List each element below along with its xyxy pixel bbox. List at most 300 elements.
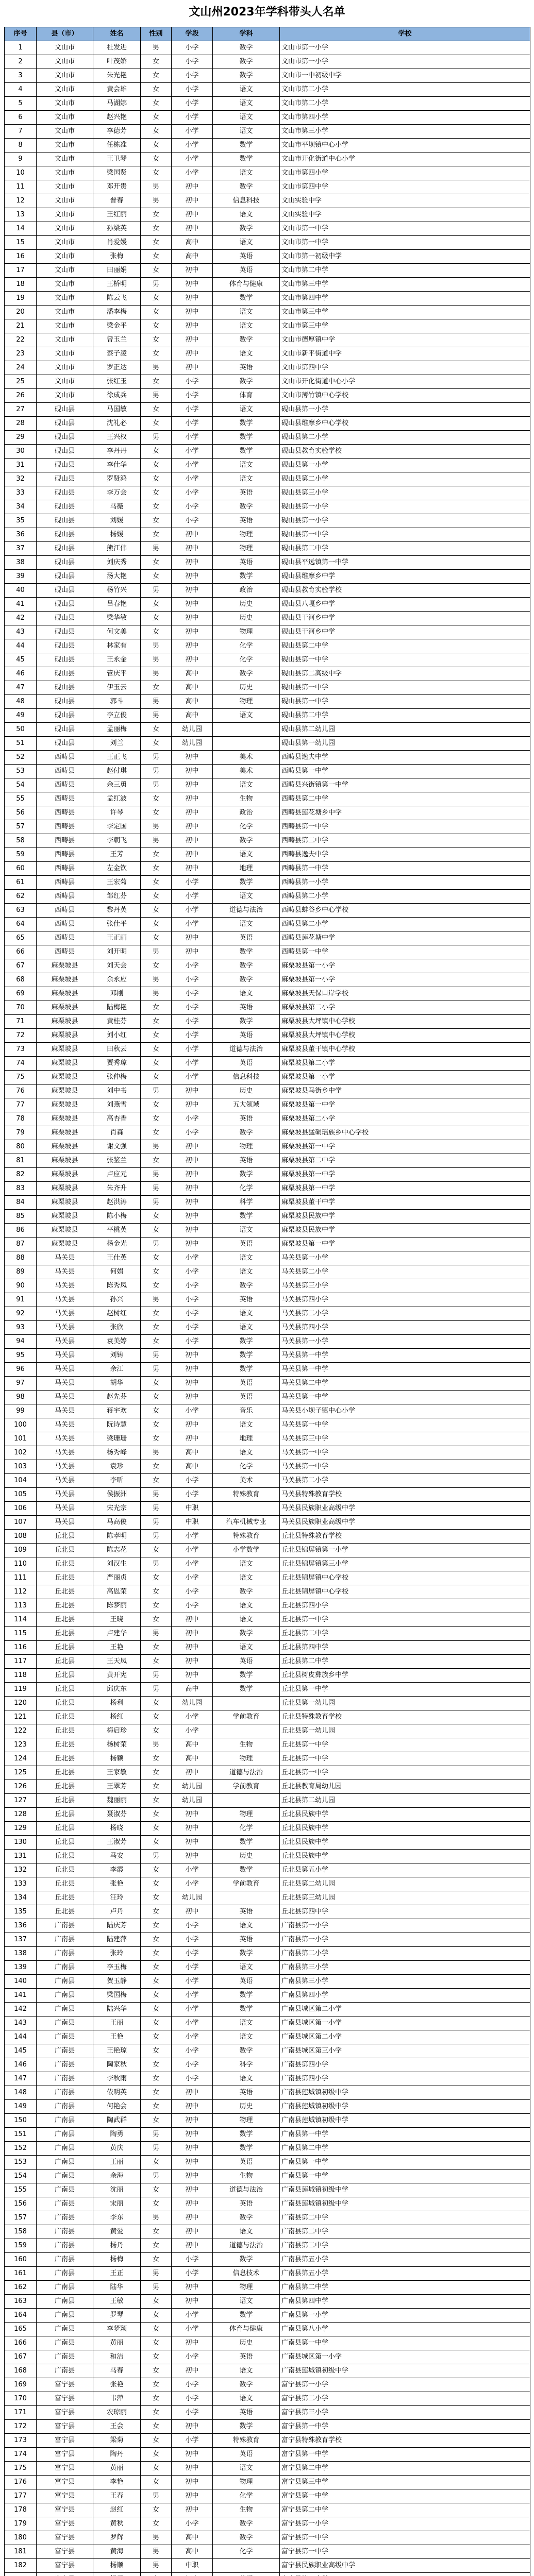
cell-county: 西畴县 xyxy=(37,862,93,876)
cell-name: 吕春艳 xyxy=(93,598,141,612)
cell-name: 王正飞 xyxy=(93,751,141,765)
cell-school: 西畴县莲花塘乡中学 xyxy=(280,806,530,820)
cell-school: 广南县第八小学 xyxy=(280,2323,530,2336)
cell-stage: 初中 xyxy=(172,625,213,639)
cell-school: 西畴县莲花塘中学 xyxy=(280,931,530,945)
cell-name: 王春 xyxy=(93,2489,141,2503)
cell-index: 69 xyxy=(5,987,37,1001)
cell-county: 广南县 xyxy=(37,1947,93,1961)
table-row xyxy=(5,1752,530,1766)
cell-county: 马关县 xyxy=(37,1460,93,1474)
cell-name: 李玉梅 xyxy=(93,1961,141,1975)
cell-county: 广南县 xyxy=(37,1989,93,2003)
cell-index: 97 xyxy=(5,1377,37,1391)
cell-school: 麻栗坡县第一中学 xyxy=(280,1098,530,1112)
cell-name: 何文美 xyxy=(93,625,141,639)
cell-stage: 初中 xyxy=(172,180,213,194)
table-row xyxy=(5,1655,530,1669)
cell-school: 丘北县特殊教育学校 xyxy=(280,1710,530,1724)
cell-index: 92 xyxy=(5,1307,37,1321)
cell-index: 73 xyxy=(5,1043,37,1057)
cell-index: 182 xyxy=(5,2559,37,2573)
cell-gender: 女 xyxy=(141,1836,172,1850)
table-row xyxy=(5,306,530,319)
cell-name: 马春 xyxy=(93,2364,141,2378)
cell-name: 黄丽 xyxy=(93,2336,141,2350)
cell-subject: 数学 xyxy=(213,1210,280,1224)
cell-gender: 女 xyxy=(141,2517,172,2531)
cell-school: 广南县第二中学 xyxy=(280,2281,530,2295)
cell-gender: 男 xyxy=(141,973,172,987)
cell-gender: 女 xyxy=(141,1919,172,1933)
cell-county: 砚山县 xyxy=(37,723,93,737)
cell-gender: 女 xyxy=(141,1863,172,1877)
cell-index: 96 xyxy=(5,1363,37,1377)
table-row xyxy=(5,2295,530,2309)
cell-index: 75 xyxy=(5,1071,37,1084)
cell-school: 砚山县第二高级中学 xyxy=(280,667,530,681)
cell-name: 罗贤鸿 xyxy=(93,472,141,486)
cell-gender: 女 xyxy=(141,1794,172,1808)
cell-gender: 女 xyxy=(141,1989,172,2003)
cell-school: 西畴县兴街镇第一中学 xyxy=(280,778,530,792)
cell-index: 2 xyxy=(5,55,37,69)
cell-index: 139 xyxy=(5,1961,37,1975)
cell-stage: 初中 xyxy=(172,306,213,319)
cell-gender: 男 xyxy=(141,1530,172,1544)
cell-county: 西畴县 xyxy=(37,765,93,778)
cell-gender: 女 xyxy=(141,2183,172,2197)
cell-county: 马关县 xyxy=(37,1502,93,1516)
cell-school: 富宁县第三中学 xyxy=(280,2476,530,2489)
cell-name: 梅启珍 xyxy=(93,1724,141,1738)
cell-stage xyxy=(172,2573,213,2576)
cell-school: 广南县城区第三小学 xyxy=(280,2044,530,2058)
cell-index: 160 xyxy=(5,2253,37,2267)
table-row xyxy=(5,723,530,737)
cell-stage: 初中 xyxy=(172,2489,213,2503)
table-row xyxy=(5,862,530,876)
cell-index: 161 xyxy=(5,2267,37,2281)
cell-gender: 女 xyxy=(141,264,172,278)
table-row xyxy=(5,931,530,945)
cell-name: 黎丹英 xyxy=(93,904,141,918)
cell-subject: 数学 xyxy=(213,945,280,959)
cell-school: 麻栗坡县猛硐瑶族乡中心学校 xyxy=(280,1126,530,1140)
table-row xyxy=(5,347,530,361)
cell-county: 文山市 xyxy=(37,375,93,389)
cell-name: 邓开贵 xyxy=(93,180,141,194)
cell-gender: 女 xyxy=(141,472,172,486)
cell-county: 广南县 xyxy=(37,2030,93,2044)
cell-name: 刘开明 xyxy=(93,945,141,959)
cell-gender: 男 xyxy=(141,695,172,709)
cell-subject: 物理 xyxy=(213,695,280,709)
cell-county: 丘北县 xyxy=(37,1836,93,1850)
cell-subject: 数学 xyxy=(213,2309,280,2323)
table-row xyxy=(5,139,530,152)
cell-county: 广南县 xyxy=(37,2336,93,2350)
cell-subject: 英语 xyxy=(213,2156,280,2170)
cell-school: 西畴县第一小学 xyxy=(280,876,530,890)
cell-gender: 男 xyxy=(141,1349,172,1363)
cell-index: 34 xyxy=(5,500,37,514)
cell-subject: 英语 xyxy=(213,1655,280,1669)
table-row xyxy=(5,2462,530,2476)
cell-subject: 语文 xyxy=(213,111,280,125)
cell-stage: 初中 xyxy=(172,556,213,570)
cell-stage: 初中 xyxy=(172,2170,213,2183)
cell-county: 马关县 xyxy=(37,1377,93,1391)
cell-gender: 男 xyxy=(141,431,172,445)
cell-school: 马关县第一中学 xyxy=(280,1391,530,1404)
cell-name: 陆华 xyxy=(93,2281,141,2295)
cell-stage: 初中 xyxy=(172,528,213,542)
cell-index: 140 xyxy=(5,1975,37,1989)
cell-school: 马关县第一中学 xyxy=(280,1460,530,1474)
cell-stage: 小学 xyxy=(172,1585,213,1599)
cell-name: 王会 xyxy=(93,2420,141,2434)
cell-stage: 小学 xyxy=(172,459,213,472)
cell-county: 马关县 xyxy=(37,1349,93,1363)
cell-stage: 小学 xyxy=(172,2434,213,2448)
table-row xyxy=(5,1057,530,1071)
cell-school: 文山市第三中学 xyxy=(280,278,530,292)
cell-school: 砚山县第一幼儿园 xyxy=(280,737,530,751)
cell-subject: 英语 xyxy=(213,2350,280,2364)
cell-subject: 物理 xyxy=(213,2114,280,2128)
cell-stage: 小学 xyxy=(172,500,213,514)
table-row xyxy=(5,1224,530,1238)
cell-name: 张红玉 xyxy=(93,375,141,389)
table-row xyxy=(5,1669,530,1683)
cell-subject: 数学 xyxy=(213,2378,280,2392)
cell-index: 116 xyxy=(5,1641,37,1655)
cell-index: 77 xyxy=(5,1098,37,1112)
table-row xyxy=(5,1363,530,1377)
cell-index: 14 xyxy=(5,222,37,236)
cell-subject: 英语 xyxy=(213,1975,280,1989)
cell-county: 砚山县 xyxy=(37,556,93,570)
cell-school: 文山市第二中学 xyxy=(280,264,530,278)
cell-index: 4 xyxy=(5,83,37,97)
cell-county: 丘北县 xyxy=(37,1599,93,1613)
cell-subject: 数学 xyxy=(213,152,280,166)
table-row xyxy=(5,1850,530,1863)
cell-subject: 数学 xyxy=(213,375,280,389)
cell-county: 砚山县 xyxy=(37,528,93,542)
cell-gender: 女 xyxy=(141,486,172,500)
cell-school: 西畴县第二中学 xyxy=(280,792,530,806)
cell-stage: 初中 xyxy=(172,1836,213,1850)
cell-subject: 学前教育 xyxy=(213,1710,280,1724)
cell-name: 陈志花 xyxy=(93,1544,141,1557)
cell-index: 179 xyxy=(5,2517,37,2531)
cell-gender: 女 xyxy=(141,1710,172,1724)
table-row xyxy=(5,333,530,347)
cell-index: 27 xyxy=(5,403,37,417)
cell-index: 39 xyxy=(5,570,37,584)
cell-stage: 幼儿园 xyxy=(172,737,213,751)
cell-subject: 数学 xyxy=(213,2420,280,2434)
table-row xyxy=(5,1488,530,1502)
cell-county: 马关县 xyxy=(37,1488,93,1502)
cell-school: 砚山县第一中学 xyxy=(280,653,530,667)
cell-name: 陶家秋 xyxy=(93,2058,141,2072)
cell-gender: 女 xyxy=(141,69,172,83)
cell-name: 任栋准 xyxy=(93,139,141,152)
cell-school: 广南县第一中学 xyxy=(280,2156,530,2170)
cell-school: 广南县莲城镇初级中学 xyxy=(280,2100,530,2114)
cell-stage: 小学 xyxy=(172,1710,213,1724)
cell-stage: 小学 xyxy=(172,1863,213,1877)
cell-name: 刘中书 xyxy=(93,1084,141,1098)
cell-index: 115 xyxy=(5,1627,37,1641)
cell-subject: 语文 xyxy=(213,2225,280,2239)
cell-gender: 女 xyxy=(141,1808,172,1822)
cell-index: 58 xyxy=(5,834,37,848)
cell-stage: 初中 xyxy=(172,1238,213,1251)
cell-stage: 高中 xyxy=(172,1738,213,1752)
cell-index: 79 xyxy=(5,1126,37,1140)
cell-stage: 小学 xyxy=(172,904,213,918)
cell-index: 74 xyxy=(5,1057,37,1071)
cell-county: 麻栗坡县 xyxy=(37,1029,93,1043)
cell-subject: 物理 xyxy=(213,1752,280,1766)
cell-county: 富宁县 xyxy=(37,2517,93,2531)
cell-name: 魏丽丽 xyxy=(93,1794,141,1808)
cell-subject: 数学 xyxy=(213,1349,280,1363)
cell-subject: 语文 xyxy=(213,472,280,486)
cell-subject: 英语 xyxy=(213,2406,280,2420)
table-row xyxy=(5,1822,530,1836)
cell-index: 168 xyxy=(5,2364,37,2378)
cell-subject: 体育与健康 xyxy=(213,2323,280,2336)
cell-school: 广南县第一小学 xyxy=(280,1933,530,1947)
cell-name: 赵先芬 xyxy=(93,1391,141,1404)
cell-school: 丘北县第一中学 xyxy=(280,1683,530,1697)
cell-school: 文山市第四小学 xyxy=(280,166,530,180)
table-row xyxy=(5,1460,530,1474)
cell-subject: 语文 xyxy=(213,2295,280,2309)
cell-subject xyxy=(213,2573,280,2576)
cell-index: 26 xyxy=(5,389,37,403)
cell-county: 文山市 xyxy=(37,139,93,152)
cell-gender: 女 xyxy=(141,1432,172,1446)
cell-stage: 初中 xyxy=(172,1196,213,1210)
page-title: 文山州2023年学科带头人名单 xyxy=(189,6,345,19)
cell-subject: 美术 xyxy=(213,751,280,765)
cell-gender: 男 xyxy=(141,361,172,375)
cell-gender: 男 xyxy=(141,2545,172,2559)
cell-gender: 女 xyxy=(141,1641,172,1655)
cell-index: 59 xyxy=(5,848,37,862)
cell-index: 43 xyxy=(5,625,37,639)
cell-school: 丘北县民族中学 xyxy=(280,1822,530,1836)
cell-name: 李立俊 xyxy=(93,709,141,723)
cell-gender: 女 xyxy=(141,862,172,876)
cell-stage: 初中 xyxy=(172,1154,213,1168)
cell-gender: 女 xyxy=(141,2448,172,2462)
cell-gender: 男 xyxy=(141,1557,172,1571)
cell-county: 砚山县 xyxy=(37,695,93,709)
cell-county: 砚山县 xyxy=(37,639,93,653)
cell-index: 17 xyxy=(5,264,37,278)
cell-name: 黄秋 xyxy=(93,2517,141,2531)
cell-stage: 初中 xyxy=(172,542,213,556)
cell-name: 卢丹 xyxy=(93,1905,141,1919)
cell-subject xyxy=(213,1724,280,1738)
cell-county: 麻栗坡县 xyxy=(37,1015,93,1029)
cell-subject: 物理 xyxy=(213,2476,280,2489)
cell-stage: 小学 xyxy=(172,2016,213,2030)
cell-name: 田秋云 xyxy=(93,1043,141,1057)
table-row xyxy=(5,1043,530,1057)
cell-gender: 男 xyxy=(141,2267,172,2281)
cell-gender: 男 xyxy=(141,1238,172,1251)
table-row xyxy=(5,431,530,445)
cell-gender: 男 xyxy=(141,2170,172,2183)
cell-stage: 初中 xyxy=(172,1391,213,1404)
cell-name: 宋丽 xyxy=(93,2197,141,2211)
cell-index: 172 xyxy=(5,2420,37,2434)
cell-index: 155 xyxy=(5,2183,37,2197)
cell-index: 132 xyxy=(5,1863,37,1877)
header-county: 县（市） xyxy=(37,27,93,41)
cell-school: 马关县第二小学 xyxy=(280,1307,530,1321)
table-row xyxy=(5,1210,530,1224)
cell-stage: 小学 xyxy=(172,1335,213,1349)
cell-stage: 初中 xyxy=(172,653,213,667)
cell-index: 19 xyxy=(5,292,37,306)
cell-subject: 数学 xyxy=(213,1126,280,1140)
table-row xyxy=(5,2211,530,2225)
cell-stage: 高中 xyxy=(172,1683,213,1697)
cell-county: 西畴县 xyxy=(37,820,93,834)
cell-subject: 语文 xyxy=(213,918,280,931)
cell-county: 文山市 xyxy=(37,111,93,125)
table-row xyxy=(5,2072,530,2086)
cell-name: 朱齐升 xyxy=(93,1182,141,1196)
cell-subject: 英语 xyxy=(213,514,280,528)
cell-stage: 小学 xyxy=(172,1307,213,1321)
cell-subject: 物理 xyxy=(213,1808,280,1822)
cell-gender: 女 xyxy=(141,2406,172,2420)
cell-county: 马关县 xyxy=(37,1293,93,1307)
cell-county: 广南县 xyxy=(37,2364,93,2378)
cell-gender: 男 xyxy=(141,653,172,667)
cell-school: 马关县第一中学 xyxy=(280,1418,530,1432)
table-row xyxy=(5,1001,530,1015)
cell-school: 马关县第一小学 xyxy=(280,1251,530,1265)
cell-subject: 语文 xyxy=(213,1613,280,1627)
cell-name: 王晓 xyxy=(93,1613,141,1627)
cell-gender: 女 xyxy=(141,570,172,584)
cell-name: 张仕平 xyxy=(93,918,141,931)
cell-county: 文山市 xyxy=(37,125,93,139)
cell-name: 王兴权 xyxy=(93,431,141,445)
table-row xyxy=(5,278,530,292)
table-row xyxy=(5,1516,530,1530)
cell-subject: 生物 xyxy=(213,1738,280,1752)
cell-subject: 英语 xyxy=(213,250,280,264)
table-row xyxy=(5,1265,530,1279)
cell-index: 164 xyxy=(5,2309,37,2323)
table-row xyxy=(5,1446,530,1460)
cell-name: 黄海 xyxy=(93,2545,141,2559)
cell-gender: 女 xyxy=(141,2434,172,2448)
cell-name: 高杏香 xyxy=(93,1112,141,1126)
cell-school: 广南县第三小学 xyxy=(280,1975,530,1989)
cell-stage: 高中 xyxy=(172,681,213,695)
cell-name: 王正丽 xyxy=(93,931,141,945)
cell-school: 麻栗坡县第一小学 xyxy=(280,959,530,973)
cell-school: 马关县第三中学 xyxy=(280,1432,530,1446)
cell-gender: 女 xyxy=(141,1933,172,1947)
cell-subject: 历史 xyxy=(213,612,280,625)
cell-gender: 男 xyxy=(141,1502,172,1516)
cell-subject: 语文 xyxy=(213,459,280,472)
cell-county: 文山市 xyxy=(37,361,93,375)
cell-gender: 女 xyxy=(141,1418,172,1432)
cell-index: 60 xyxy=(5,862,37,876)
cell-index: 38 xyxy=(5,556,37,570)
cell-index: 29 xyxy=(5,431,37,445)
cell-school: 丘北县民族中学 xyxy=(280,1808,530,1822)
cell-county: 广南县 xyxy=(37,2100,93,2114)
cell-county: 麻栗坡县 xyxy=(37,973,93,987)
cell-school: 马关县民族职业高级中学 xyxy=(280,1516,530,1530)
cell-school: 马关县第二小学 xyxy=(280,1474,530,1488)
cell-name: 徐成兵 xyxy=(93,389,141,403)
table-row xyxy=(5,1321,530,1335)
cell-subject xyxy=(213,1794,280,1808)
cell-county: 富宁县 xyxy=(37,2392,93,2406)
cell-gender: 男 xyxy=(141,389,172,403)
cell-index: 157 xyxy=(5,2211,37,2225)
cell-county: 麻栗坡县 xyxy=(37,1168,93,1182)
table-row xyxy=(5,876,530,890)
cell-gender: 女 xyxy=(141,2350,172,2364)
cell-school: 马关县第四小学 xyxy=(280,1293,530,1307)
cell-name: 马国敏 xyxy=(93,403,141,417)
cell-name: 潘李梅 xyxy=(93,306,141,319)
cell-gender: 女 xyxy=(141,333,172,347)
cell-school: 文山市第三中学 xyxy=(280,306,530,319)
table-row xyxy=(5,598,530,612)
cell-school: 砚山县第一小学 xyxy=(280,514,530,528)
cell-county: 麻栗坡县 xyxy=(37,1238,93,1251)
cell-county: 麻栗坡县 xyxy=(37,959,93,973)
cell-stage: 初中 xyxy=(172,1224,213,1238)
cell-stage: 小学 xyxy=(172,1571,213,1585)
cell-subject: 语文 xyxy=(213,1418,280,1432)
cell-gender: 女 xyxy=(141,445,172,459)
cell-name: 黄桂芬 xyxy=(93,1015,141,1029)
cell-name: 赵树红 xyxy=(93,1307,141,1321)
cell-subject: 物理 xyxy=(213,528,280,542)
cell-school: 文山市第三中学 xyxy=(280,319,530,333)
cell-stage: 小学 xyxy=(172,987,213,1001)
cell-stage: 初中 xyxy=(172,2211,213,2225)
cell-stage: 小学 xyxy=(172,2406,213,2420)
table-row xyxy=(5,2170,530,2183)
cell-county: 富宁县 xyxy=(37,2406,93,2420)
cell-county: 丘北县 xyxy=(37,1571,93,1585)
cell-name: 孟红波 xyxy=(93,792,141,806)
cell-gender: 男 xyxy=(141,751,172,765)
cell-county: 砚山县 xyxy=(37,598,93,612)
